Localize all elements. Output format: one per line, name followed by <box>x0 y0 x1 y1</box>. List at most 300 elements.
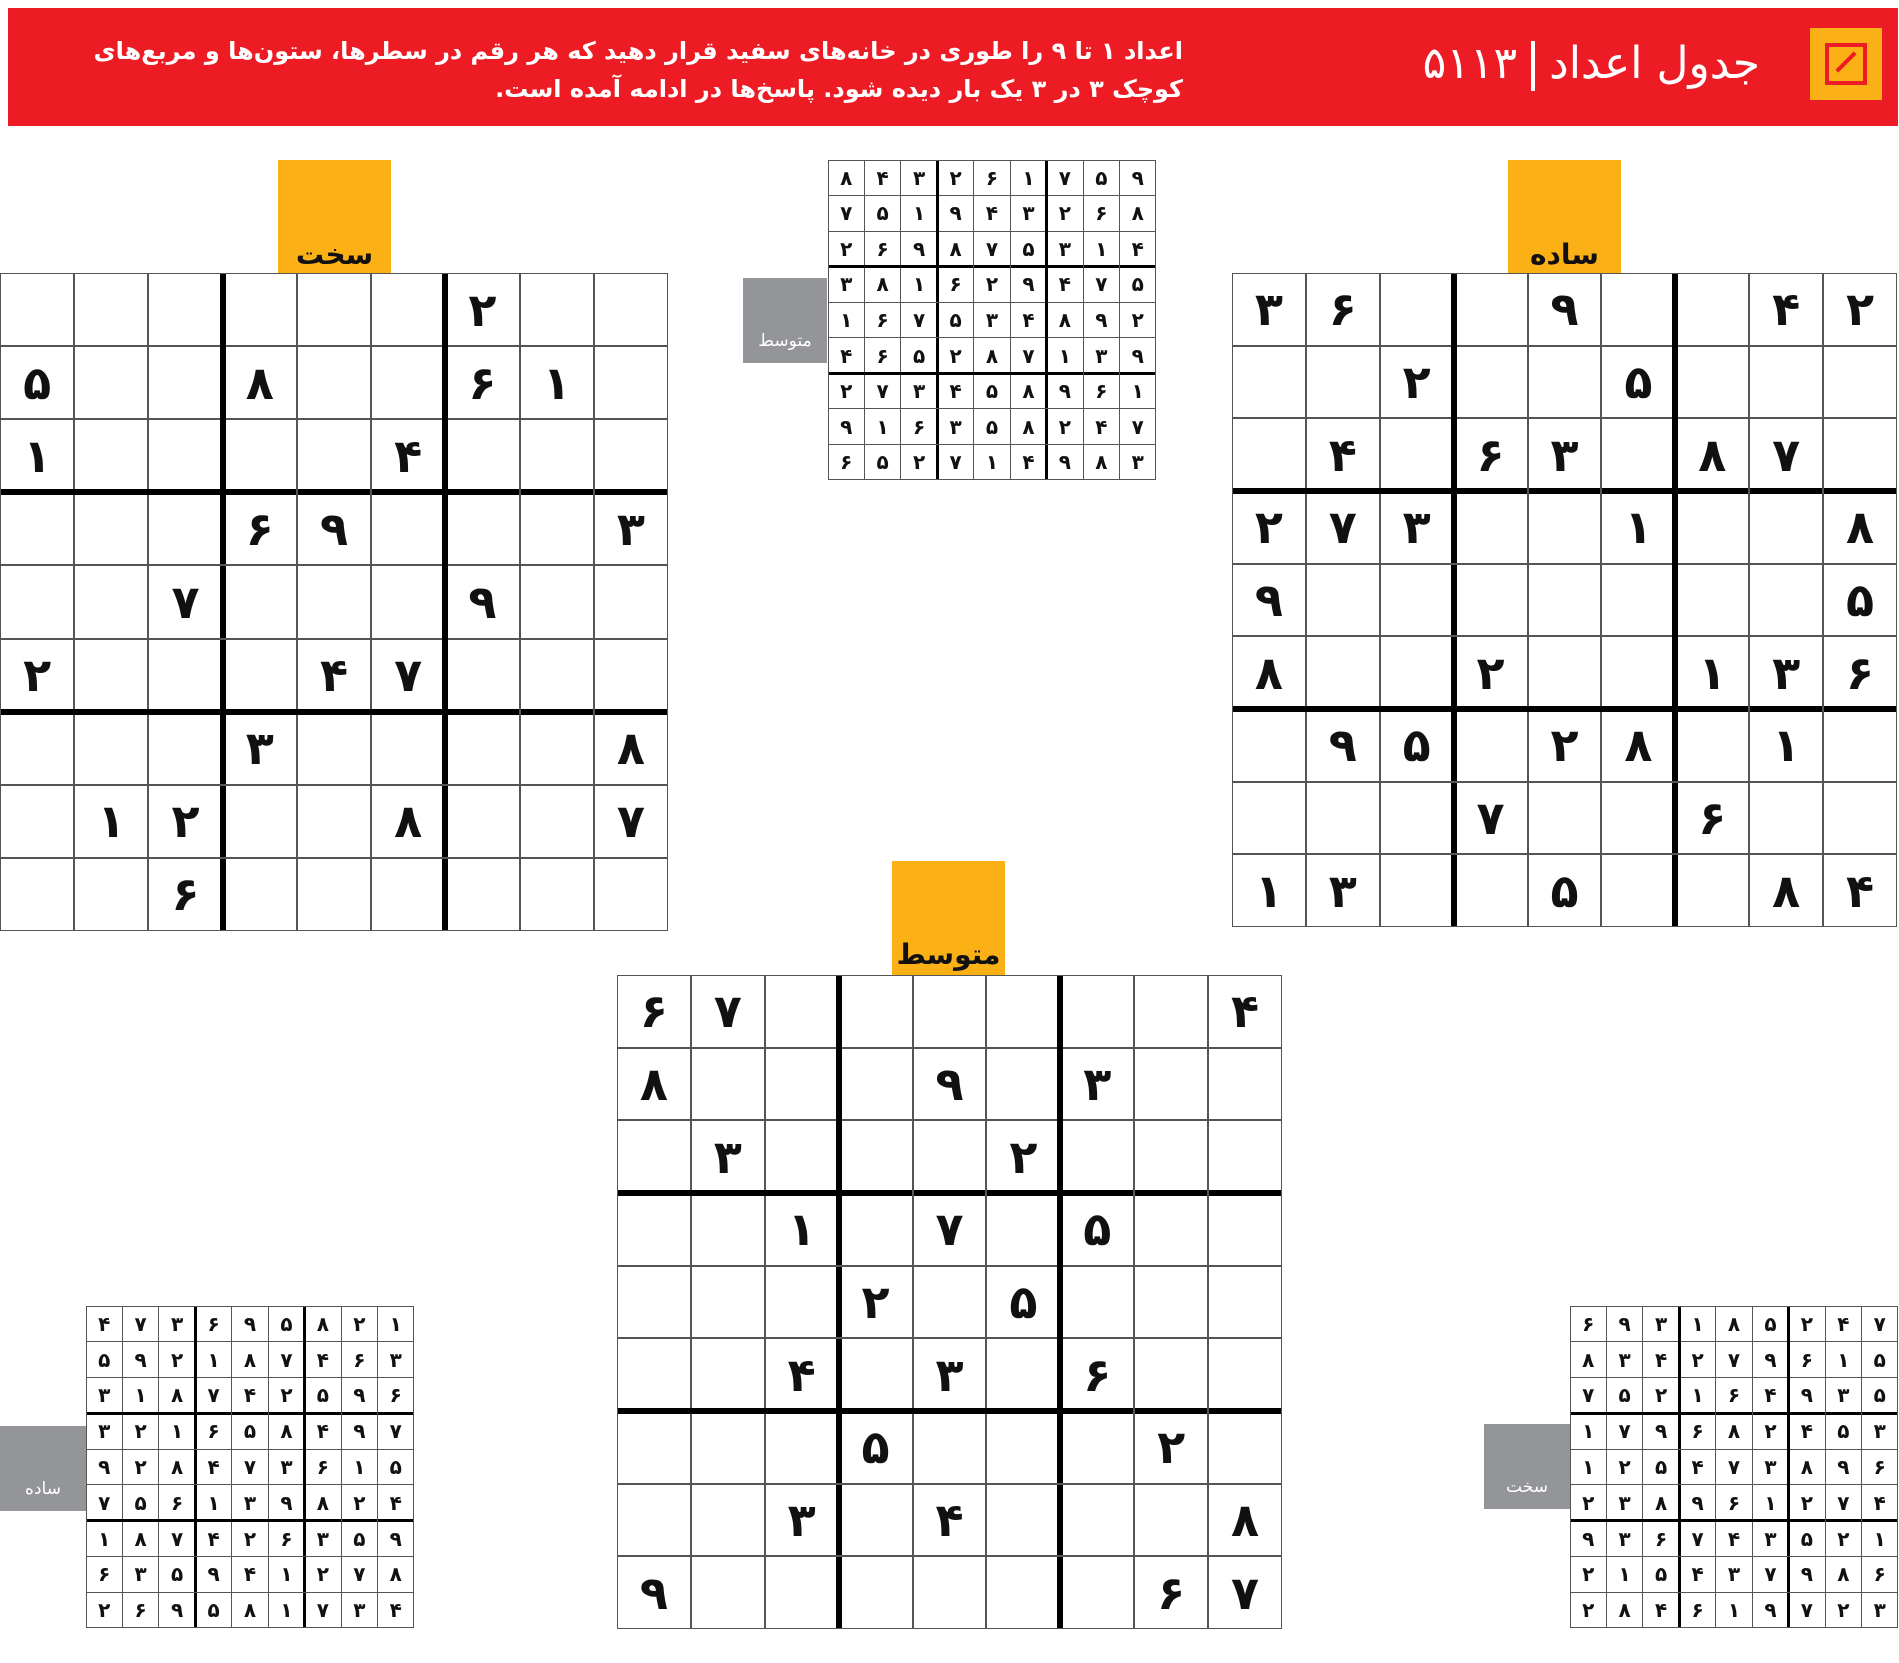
sudoku-cell[interactable] <box>1528 491 1602 564</box>
sudoku-cell[interactable]: ۳ <box>713 1129 742 1184</box>
sudoku-cell[interactable] <box>223 565 297 638</box>
sudoku-cell[interactable]: ۷ <box>1328 500 1357 555</box>
sudoku-cell[interactable] <box>617 1193 691 1266</box>
sudoku-cell: ۷ <box>949 450 962 475</box>
sudoku-cell[interactable] <box>520 273 594 346</box>
sudoku-cell[interactable]: ۱ <box>1254 863 1283 918</box>
sudoku-cell[interactable] <box>1232 709 1306 782</box>
sudoku-cell: ۸ <box>316 1311 329 1336</box>
cell-divider <box>86 1556 414 1557</box>
sudoku-cell: ۳ <box>1873 1419 1886 1444</box>
sudoku-cell: ۸ <box>1022 414 1035 439</box>
sudoku-cell[interactable] <box>1675 854 1749 927</box>
sudoku-cell[interactable]: ۴ <box>319 648 349 703</box>
sudoku-cell[interactable] <box>617 1484 691 1557</box>
sudoku-cell[interactable] <box>594 639 668 712</box>
sudoku-cell[interactable] <box>1134 1048 1208 1121</box>
sudoku-cell[interactable] <box>1528 782 1602 855</box>
sudoku-cell[interactable]: ۶ <box>171 867 200 922</box>
sudoku-cell[interactable] <box>148 419 222 492</box>
sudoku-cell[interactable] <box>1675 491 1749 564</box>
sudoku-cell: ۸ <box>1022 379 1035 404</box>
sudoku-cell[interactable] <box>913 975 987 1048</box>
cell-divider <box>828 302 1156 303</box>
cell-divider <box>0 784 668 786</box>
sudoku-cell[interactable]: ۲ <box>1254 500 1283 555</box>
sudoku-cell[interactable]: ۵ <box>861 1420 890 1475</box>
box-divider <box>1451 273 1457 927</box>
sudoku-cell[interactable] <box>371 346 445 419</box>
sudoku-cell[interactable] <box>1454 854 1528 927</box>
sudoku-cell[interactable]: ۸ <box>1254 645 1283 700</box>
sudoku-cell[interactable] <box>1601 854 1675 927</box>
sudoku-cell[interactable] <box>691 1193 765 1266</box>
sudoku-cell: ۸ <box>1800 1454 1813 1479</box>
sudoku-cell[interactable] <box>1232 346 1306 419</box>
cell-divider <box>828 195 1156 196</box>
sudoku-cell[interactable] <box>148 712 222 785</box>
sudoku-cell[interactable] <box>0 712 74 785</box>
sudoku-cell[interactable] <box>520 492 594 565</box>
sudoku-cell[interactable] <box>520 639 594 712</box>
sudoku-cell[interactable]: ۲ <box>1550 718 1579 773</box>
sudoku-cell[interactable] <box>986 1338 1060 1411</box>
sudoku-cell[interactable]: ۷ <box>713 984 742 1039</box>
sudoku-cell: ۳ <box>912 379 926 404</box>
sudoku-cell[interactable]: ۲ <box>171 794 200 849</box>
sudoku-cell[interactable]: ۶ <box>1846 645 1875 700</box>
sudoku-cell[interactable] <box>839 1120 913 1193</box>
sudoku-cell[interactable] <box>594 419 668 492</box>
sudoku-cell[interactable] <box>1380 636 1454 709</box>
sudoku-cell[interactable] <box>1528 636 1602 709</box>
sudoku-cell[interactable] <box>1601 636 1675 709</box>
sudoku-cell[interactable] <box>520 565 594 638</box>
sudoku-cell[interactable]: ۶ <box>639 984 668 1039</box>
sudoku-cell: ۷ <box>1618 1419 1631 1444</box>
sudoku-cell[interactable]: ۱ <box>97 794 126 849</box>
sudoku-cell[interactable] <box>1528 346 1602 419</box>
sudoku-cell[interactable] <box>1749 346 1823 419</box>
sudoku-cell[interactable] <box>839 975 913 1048</box>
cell-divider <box>1207 975 1209 1629</box>
sudoku-cell[interactable] <box>1208 1193 1282 1266</box>
sudoku-cell[interactable] <box>445 419 519 492</box>
sudoku-cell[interactable] <box>520 785 594 858</box>
sudoku-cell[interactable] <box>1380 782 1454 855</box>
sudoku-cell[interactable]: ۶ <box>1157 1565 1186 1620</box>
sudoku-cell[interactable]: ۲ <box>1476 645 1505 700</box>
sudoku-cell[interactable] <box>74 346 148 419</box>
sudoku-cell: ۵ <box>280 1311 293 1336</box>
sudoku-cell[interactable] <box>0 858 74 931</box>
sudoku-cell: ۶ <box>389 1383 402 1408</box>
sudoku-cell[interactable]: ۶ <box>245 501 274 556</box>
sudoku-cell[interactable]: ۴ <box>935 1492 964 1547</box>
cell-divider <box>1570 1449 1898 1450</box>
sudoku-cell[interactable] <box>913 1411 987 1484</box>
sudoku-cell: ۷ <box>280 1347 293 1372</box>
sudoku-cell[interactable]: ۳ <box>1402 500 1431 555</box>
sudoku-cell: ۵ <box>389 1454 402 1479</box>
sudoku-cell[interactable]: ۷ <box>171 574 200 629</box>
sudoku-cell[interactable]: ۴ <box>394 428 423 483</box>
sudoku-cell: ۳ <box>353 1598 366 1623</box>
sudoku-cell: ۵ <box>1800 1526 1813 1551</box>
sudoku-cell[interactable] <box>617 1120 691 1193</box>
sudoku-cell: ۸ <box>134 1526 147 1551</box>
sudoku-cell[interactable] <box>1528 564 1602 637</box>
sudoku-cell[interactable] <box>0 565 74 638</box>
sudoku-cell[interactable]: ۸ <box>1772 863 1801 918</box>
sudoku-cell[interactable] <box>986 1193 1060 1266</box>
sudoku-cell: ۴ <box>1654 1598 1668 1623</box>
sudoku-cell[interactable]: ۹ <box>1550 282 1579 337</box>
sudoku-cell[interactable] <box>297 565 371 638</box>
sudoku-cell: ۶ <box>1095 201 1108 226</box>
sudoku-cell[interactable] <box>445 639 519 712</box>
sudoku-cell[interactable] <box>1454 564 1528 637</box>
sudoku-cell[interactable]: ۶ <box>1328 282 1357 337</box>
sudoku-cell[interactable]: ۴ <box>1328 427 1357 482</box>
sudoku-cell[interactable] <box>691 1556 765 1629</box>
sudoku-cell[interactable] <box>0 273 74 346</box>
sudoku-cell[interactable]: ۹ <box>1254 572 1283 627</box>
sudoku-cell[interactable] <box>594 565 668 638</box>
sudoku-cell: ۲ <box>243 1526 257 1551</box>
sudoku-cell[interactable] <box>691 1266 765 1339</box>
sudoku-cell[interactable] <box>1134 975 1208 1048</box>
sudoku-cell[interactable] <box>913 1556 987 1629</box>
sudoku-cell[interactable] <box>1823 782 1897 855</box>
sudoku-cell[interactable] <box>986 1048 1060 1121</box>
sudoku-cell[interactable] <box>1823 709 1897 782</box>
sudoku-cell[interactable] <box>223 273 297 346</box>
sudoku-cell[interactable]: ۴ <box>1846 863 1875 918</box>
sudoku-cell[interactable]: ۱ <box>542 355 571 410</box>
sudoku-cell[interactable] <box>148 273 222 346</box>
sudoku-cell[interactable]: ۷ <box>1772 427 1801 482</box>
sudoku-cell[interactable] <box>74 639 148 712</box>
sudoku-cell[interactable] <box>1306 782 1380 855</box>
sudoku-cell[interactable] <box>839 1484 913 1557</box>
cell-divider <box>1642 1306 1643 1628</box>
sudoku-cell[interactable]: ۸ <box>394 794 423 849</box>
sudoku-cell: ۳ <box>280 1454 293 1479</box>
sudoku-cell[interactable] <box>986 1556 1060 1629</box>
sudoku-cell[interactable] <box>765 1411 839 1484</box>
sudoku-cell[interactable]: ۲ <box>1846 282 1875 337</box>
sudoku-cell: ۵ <box>316 1383 329 1408</box>
sudoku-cell[interactable] <box>1306 636 1380 709</box>
box-divider <box>617 1190 1282 1196</box>
sudoku-cell[interactable] <box>1208 1411 1282 1484</box>
sudoku-cell[interactable]: ۹ <box>1328 718 1357 773</box>
sudoku-cell[interactable]: ۷ <box>1476 790 1505 845</box>
sudoku-cell[interactable] <box>223 419 297 492</box>
sudoku-cell[interactable] <box>1380 564 1454 637</box>
sudoku-cell[interactable] <box>371 858 445 931</box>
sudoku-cell[interactable]: ۵ <box>1846 572 1875 627</box>
sudoku-cell: ۹ <box>1058 450 1071 475</box>
sudoku-cell[interactable] <box>1380 273 1454 346</box>
sudoku-cell[interactable]: ۵ <box>1550 863 1579 918</box>
sudoku-cell[interactable]: ۷ <box>394 648 423 703</box>
sudoku-cell[interactable] <box>1060 1266 1134 1339</box>
sudoku-cell[interactable]: ۶ <box>1083 1347 1112 1402</box>
sudoku-cell[interactable]: ۶ <box>468 355 497 410</box>
sudoku-cell[interactable]: ۸ <box>1231 1492 1260 1547</box>
sudoku-cell[interactable]: ۳ <box>1254 282 1283 337</box>
sudoku-cell[interactable]: ۳ <box>245 721 274 776</box>
sudoku-cell[interactable] <box>691 1338 765 1411</box>
sudoku-cell[interactable]: ۸ <box>639 1056 668 1111</box>
sudoku-cell[interactable]: ۸ <box>245 355 274 410</box>
sudoku-cell[interactable] <box>371 273 445 346</box>
sudoku-cell[interactable] <box>1749 564 1823 637</box>
sudoku-cell[interactable] <box>691 1048 765 1121</box>
sudoku-cell[interactable] <box>0 785 74 858</box>
sudoku-cell[interactable] <box>74 273 148 346</box>
sudoku-cell[interactable] <box>1232 782 1306 855</box>
sudoku-cell[interactable] <box>1134 1484 1208 1557</box>
sudoku-cell[interactable] <box>1454 709 1528 782</box>
sudoku-cell[interactable] <box>986 975 1060 1048</box>
sudoku-cell[interactable]: ۲ <box>861 1274 890 1329</box>
sudoku-cell[interactable] <box>1060 1411 1134 1484</box>
sudoku-cell[interactable] <box>691 1484 765 1557</box>
sudoku-cell[interactable]: ۳ <box>1772 645 1801 700</box>
sudoku-cell: ۶ <box>98 1562 111 1587</box>
sudoku-cell[interactable]: ۱ <box>1698 645 1727 700</box>
sudoku-cell[interactable] <box>1749 491 1823 564</box>
sudoku-cell[interactable] <box>223 639 297 712</box>
sudoku-cell[interactable] <box>148 639 222 712</box>
sudoku-cell[interactable]: ۴ <box>1772 282 1801 337</box>
box-divider <box>0 489 668 495</box>
sudoku-cell[interactable] <box>1208 1048 1282 1121</box>
sudoku-cell[interactable] <box>520 712 594 785</box>
sudoku-cell[interactable]: ۵ <box>1624 354 1653 409</box>
sudoku-cell[interactable] <box>1454 273 1528 346</box>
sudoku-cell[interactable] <box>1060 1484 1134 1557</box>
sudoku-cell[interactable] <box>1134 1120 1208 1193</box>
sudoku-cell[interactable] <box>297 419 371 492</box>
sudoku-cell[interactable]: ۹ <box>319 501 349 556</box>
sudoku-cell[interactable] <box>1208 1120 1282 1193</box>
sudoku-cell[interactable] <box>765 1556 839 1629</box>
sudoku-cell[interactable] <box>445 858 519 931</box>
sudoku-cell[interactable]: ۲ <box>23 648 52 703</box>
sudoku-cell[interactable] <box>1454 346 1528 419</box>
sudoku-cell: ۷ <box>243 1454 257 1479</box>
sudoku-cell[interactable]: ۵ <box>1083 1202 1112 1257</box>
sudoku-cell[interactable] <box>371 492 445 565</box>
sudoku-cell[interactable] <box>223 785 297 858</box>
sudoku-cell[interactable] <box>913 1266 987 1339</box>
sudoku-cell[interactable] <box>1306 346 1380 419</box>
sudoku-cell[interactable] <box>617 1338 691 1411</box>
sudoku-cell: ۶ <box>1727 1383 1741 1408</box>
sudoku-cell[interactable]: ۲ <box>1157 1420 1186 1475</box>
logo <box>1810 28 1882 100</box>
sudoku-cell[interactable] <box>839 1338 913 1411</box>
sudoku-cell[interactable] <box>1749 782 1823 855</box>
sudoku-cell[interactable]: ۱ <box>787 1202 816 1257</box>
sudoku-cell[interactable]: ۸ <box>1698 427 1727 482</box>
sudoku-cell[interactable]: ۸ <box>616 721 645 776</box>
sudoku-cell[interactable] <box>371 565 445 638</box>
sudoku-cell[interactable]: ۶ <box>1698 790 1727 845</box>
sudoku-cell[interactable]: ۲ <box>1402 354 1431 409</box>
sudoku-cell[interactable]: ۶ <box>1476 427 1505 482</box>
box-divider <box>1678 1306 1681 1628</box>
sudoku-cell[interactable] <box>765 1048 839 1121</box>
sudoku-cell: ۴ <box>1131 236 1144 261</box>
sudoku-cell[interactable]: ۲ <box>468 282 497 337</box>
sudoku-cell[interactable]: ۵ <box>1009 1274 1038 1329</box>
sudoku-cell[interactable] <box>1454 491 1528 564</box>
sudoku-cell[interactable]: ۸ <box>1624 718 1653 773</box>
sudoku-cell[interactable]: ۹ <box>639 1565 668 1620</box>
sudoku-cell[interactable]: ۱ <box>1624 500 1653 555</box>
sudoku-cell[interactable] <box>1675 273 1749 346</box>
sudoku-cell[interactable]: ۵ <box>1402 718 1431 773</box>
sudoku-cell[interactable] <box>1675 346 1749 419</box>
sudoku-cell[interactable] <box>1601 782 1675 855</box>
sudoku-cell[interactable] <box>445 492 519 565</box>
sudoku-cell[interactable]: ۳ <box>935 1347 964 1402</box>
sudoku-cell[interactable] <box>223 858 297 931</box>
sudoku-cell[interactable]: ۱ <box>1772 718 1801 773</box>
sudoku-cell[interactable] <box>520 858 594 931</box>
sudoku-cell[interactable] <box>297 346 371 419</box>
sudoku-cell[interactable] <box>520 419 594 492</box>
sudoku-cell[interactable] <box>74 858 148 931</box>
sudoku-cell[interactable]: ۷ <box>616 794 645 849</box>
sudoku-cell[interactable] <box>74 419 148 492</box>
cell-divider <box>1527 273 1529 927</box>
sudoku-cell[interactable] <box>297 712 371 785</box>
sudoku-cell[interactable] <box>445 785 519 858</box>
sudoku-cell[interactable] <box>1675 709 1749 782</box>
sudoku-cell[interactable]: ۴ <box>787 1347 816 1402</box>
sudoku-cell[interactable]: ۱ <box>23 428 52 483</box>
sudoku-cell[interactable] <box>617 1411 691 1484</box>
sudoku-cell[interactable] <box>1060 975 1134 1048</box>
sudoku-cell[interactable] <box>74 565 148 638</box>
sudoku-cell: ۳ <box>1022 201 1035 226</box>
sudoku-cell[interactable] <box>839 1193 913 1266</box>
sudoku-cell: ۱ <box>840 307 853 332</box>
sudoku-cell[interactable] <box>148 492 222 565</box>
sudoku-cell[interactable] <box>594 858 668 931</box>
sudoku-cell[interactable]: ۷ <box>935 1202 964 1257</box>
sudoku-cell[interactable] <box>297 273 371 346</box>
sudoku-cell[interactable] <box>839 1048 913 1121</box>
sudoku-cell[interactable] <box>0 492 74 565</box>
sudoku-cell[interactable] <box>148 346 222 419</box>
sudoku-cell[interactable] <box>594 273 668 346</box>
sudoku-cell[interactable] <box>1134 1193 1208 1266</box>
sudoku-cell: ۹ <box>1022 272 1035 297</box>
sudoku-cell: ۳ <box>949 414 962 439</box>
sudoku-cell[interactable] <box>1675 564 1749 637</box>
sudoku-cell[interactable] <box>1380 418 1454 491</box>
sudoku-cell[interactable] <box>617 1266 691 1339</box>
sudoku-cell[interactable] <box>445 712 519 785</box>
sudoku-cell: ۴ <box>389 1598 402 1623</box>
sudoku-cell: ۵ <box>134 1490 147 1515</box>
sudoku-cell[interactable] <box>839 1556 913 1629</box>
sudoku-cell[interactable] <box>765 1266 839 1339</box>
sudoku-cell[interactable] <box>1306 564 1380 637</box>
sudoku-cell[interactable]: ۳ <box>1550 427 1579 482</box>
sudoku-cell: ۹ <box>98 1454 111 1479</box>
sudoku-cell[interactable] <box>1208 1266 1282 1339</box>
sudoku-cell[interactable] <box>765 1120 839 1193</box>
sudoku-cell[interactable] <box>1601 418 1675 491</box>
sudoku-cell[interactable]: ۳ <box>787 1492 816 1547</box>
sudoku-cell[interactable]: ۳ <box>1328 863 1357 918</box>
sudoku-cell[interactable] <box>297 858 371 931</box>
sudoku-cell[interactable] <box>1601 564 1675 637</box>
sudoku-cell[interactable] <box>1601 273 1675 346</box>
sudoku-cell: ۶ <box>1691 1598 1704 1623</box>
sudoku-cell: ۲ <box>1582 1598 1595 1623</box>
sudoku-cell[interactable] <box>1208 1338 1282 1411</box>
sudoku-cell[interactable]: ۴ <box>1231 984 1260 1039</box>
sudoku-cell[interactable] <box>594 346 668 419</box>
sudoku-cell[interactable] <box>1823 418 1897 491</box>
sudoku-cell[interactable] <box>691 1411 765 1484</box>
sudoku-cell[interactable] <box>297 785 371 858</box>
sudoku-cell[interactable] <box>1232 418 1306 491</box>
sudoku-cell[interactable] <box>1134 1338 1208 1411</box>
sudoku-cell[interactable]: ۹ <box>468 574 497 629</box>
sudoku-cell[interactable] <box>1134 1266 1208 1339</box>
sudoku-cell[interactable]: ۷ <box>1231 1565 1260 1620</box>
sudoku-cell[interactable] <box>74 492 148 565</box>
sudoku-cell[interactable] <box>1380 854 1454 927</box>
box-divider <box>0 709 668 715</box>
cell-divider <box>1083 160 1084 480</box>
sudoku-cell[interactable] <box>986 1484 1060 1557</box>
sudoku-cell: ۴ <box>1873 1490 1886 1515</box>
sudoku-cell[interactable]: ۹ <box>935 1056 964 1111</box>
answer-tag-medium: متوسط <box>743 278 827 363</box>
sudoku-cell: ۷ <box>1095 272 1108 297</box>
sudoku-cell: ۸ <box>840 165 853 190</box>
sudoku-cell[interactable]: ۸ <box>1846 500 1875 555</box>
sudoku-cell[interactable] <box>74 712 148 785</box>
sudoku-cell[interactable] <box>371 712 445 785</box>
sudoku-cell[interactable] <box>913 1120 987 1193</box>
sudoku-cell[interactable]: ۲ <box>1009 1129 1038 1184</box>
sudoku-cell[interactable] <box>986 1411 1060 1484</box>
sudoku-cell[interactable]: ۳ <box>1083 1056 1112 1111</box>
sudoku-cell[interactable] <box>1823 346 1897 419</box>
sudoku-cell[interactable] <box>765 975 839 1048</box>
sudoku-cell[interactable]: ۳ <box>616 501 645 556</box>
box-divider <box>442 273 448 931</box>
box-divider <box>1232 488 1897 494</box>
sudoku-cell[interactable] <box>1060 1120 1134 1193</box>
sudoku-cell[interactable] <box>1060 1556 1134 1629</box>
sudoku-cell[interactable]: ۵ <box>23 355 52 410</box>
cell-divider <box>0 564 668 566</box>
cell-divider <box>912 975 914 1629</box>
